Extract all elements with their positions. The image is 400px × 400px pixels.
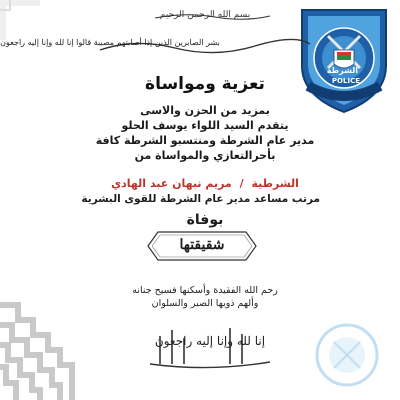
verse-text: بشر الصابرين الذين إذا أصابتهم مصيبة قالوا إنا لله وإنا إليه راجعون [0,38,220,47]
closing-text: إنا لله وإنا إليه راجعون [154,334,266,348]
message-lines [90,103,320,163]
corner-ornament-top [0,0,40,40]
prayer-line: رحم الله الفقيدة وأسكنها فسيح جنانه [132,285,278,296]
corner-ornament-bottom [0,285,75,400]
bewafat-label: بوفاة [186,212,224,228]
page-title: تعزية ومواساة [145,74,265,94]
message-line: مدير عام الشرطة ومنتسبو الشرطة كافة [95,134,315,147]
emblem-label-ar: الشرطة [326,66,358,75]
message-line: يتقدم السيد اللواء يوسف الحلو [121,119,289,132]
emblem-label-en: POLICE [331,77,360,85]
message-line: بأحرالتعازي والمواساة من [134,149,276,162]
prayer-line: وألهم ذويها الصبر والسلوان [151,298,259,309]
watermark-emblem [312,320,382,390]
message-line: بمزيد من الحزن والاسى [140,104,270,117]
separator: / [239,177,244,190]
prayer-lines [90,284,320,310]
recipient-position: مرتب مساعد مدير عام الشرطة للقوى البشرية [81,193,320,205]
recipient-title: الشرطية [251,177,299,190]
recipient-row [90,177,320,190]
deceased-label: شقيقتها [179,237,225,253]
recipient-name: مريم نبهان عبد الهادي [111,177,232,190]
basmala-text: بسم الله الرحمن الرحيم [159,10,251,20]
